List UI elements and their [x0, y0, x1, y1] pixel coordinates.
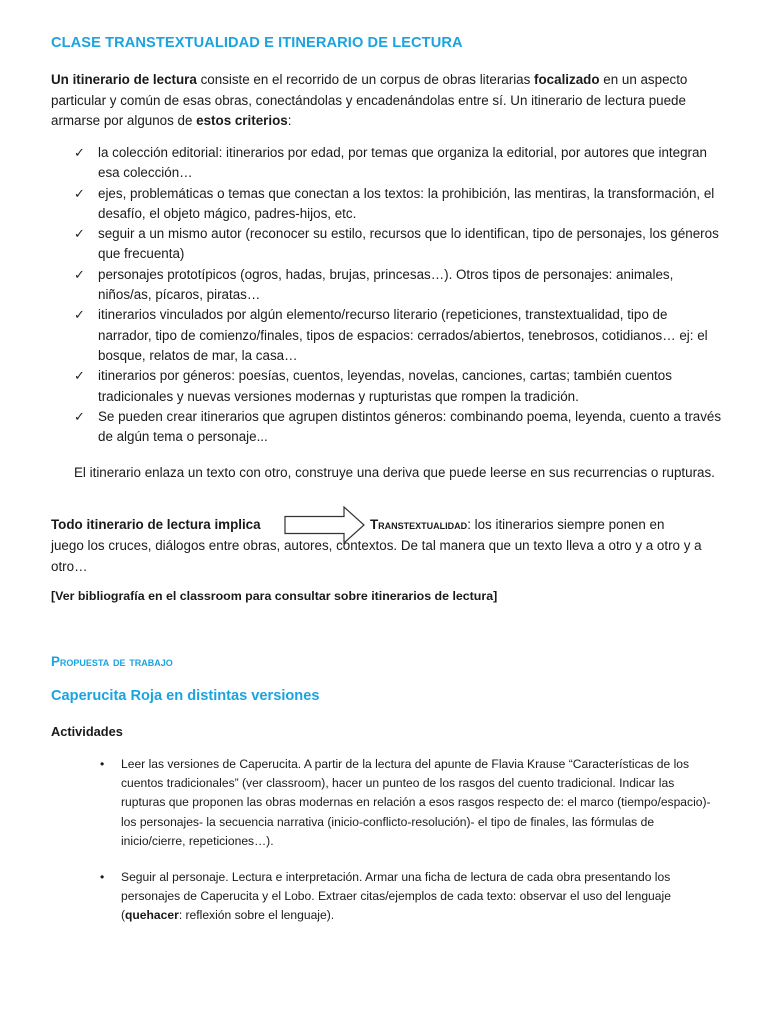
actividades-list-1 [100, 755, 720, 851]
implica-after-term: : los itinerarios siempre ponen en [467, 517, 665, 532]
actividades-heading: Actividades [51, 724, 123, 739]
itinerario-enlaza-paragraph: El itinerario enlaza un texto con otro, construye una deriva que puede leerse en sus recurrencias o rupturas. [74, 465, 715, 480]
intro-text-2: en un aspecto particular y común de esas obras, conectándolas y encadenándolas entre sí. Un itinerario de lectura puede armarse por algunos de [51, 72, 688, 128]
checkmark-icon: ✓ [74, 185, 85, 201]
checkmark-icon: ✓ [74, 266, 85, 282]
document-title: CLASE TRANSTEXTUALIDAD E ITINERARIO DE LECTURA [51, 35, 463, 51]
list-item: ✓ la colección editorial: itinerarios por edad, por temas que organiza la editorial, por autores que integran esa colección… [74, 145, 707, 181]
list-item: ✓ ejes, problemáticas o temas que conectan a los textos: la prohibición, las mentiras, la transformación, el desafío, el objeto mágico, padres-hijos, etc. [74, 185, 715, 221]
list-item: ✓ itinerarios vinculados por algún elemento/recurso literario (repeticiones, transtextualidad, tipo de narrador, tipo de comienzo/finales, tipos de espacios: cerrados/abiertos, tenebrosos, cotidianos… ej: el bosque, relatos de mar, la casa… [74, 307, 708, 363]
right-arrow-icon [284, 506, 366, 544]
checkmark-icon: ✓ [74, 368, 85, 384]
bullet-icon: • [100, 757, 105, 771]
list-item: ✓ Se pueden crear itinerarios que agrupen distintos géneros: combinando poema, leyenda, cuento a través de algún tema o personaje... [74, 408, 722, 445]
transtextualidad-term: Transtextualidad [370, 517, 468, 532]
caperucita-heading: Caperucita Roja en distintas versiones [51, 688, 320, 704]
checkmark-icon: ✓ [74, 408, 85, 424]
bullet-icon: • [100, 870, 105, 884]
propuesta-heading: Propuesta de trabajo [51, 654, 173, 669]
list-item: • Leer las versiones de Caperucita. A partir de la lectura del apunte de Flavia Krause “Características de los cuentos tradicionales” (ver classroom), hacer un punteo de los rasgos del cuento tradicional. Indicar las rupturas que proponen las obras modernas en relación a esos rasgos respecto de: el marco (tiempo/espacio)- los personajes- la secuencia narrativa (inicio-conflicto-resolución)- el tipo de finales, las fórmulas de inicio/cierre, repeticiones…). [100, 757, 711, 848]
intro-term: Un itinerario de lectura [51, 72, 197, 87]
intro-text-1: consiste en el recorrido de un corpus de obras literarias [196, 72, 535, 87]
list-item: ✓ personajes prototípicos (ogros, hadas, brujas, princesas…). Otros tipos de personajes: animales, niños/as, pícaros, piratas… [74, 266, 674, 303]
intro-colon: : [287, 113, 292, 128]
implica-label: Todo itinerario de lectura implica [51, 517, 261, 532]
checkmark-icon: ✓ [74, 226, 85, 242]
list-item: ✓ itinerarios por géneros: poesías, cuentos, leyendas, novelas, canciones, cartas; también cuentos tradicionales y nuevas versiones modernas y rupturistas que rompen la tradición. [74, 368, 672, 404]
list-item: ✓ seguir a un mismo autor (reconocer su estilo, recursos que lo identifican, tipo de personajes, los géneros que frecuenta) [74, 226, 719, 262]
bibliografia-note: [Ver bibliografía en el classroom para consultar sobre itinerarios de lectura] [51, 589, 498, 603]
actividades-list-2 [100, 868, 720, 926]
checkmark-icon: ✓ [74, 145, 85, 160]
criterios-list [74, 143, 724, 447]
checkmark-icon: ✓ [74, 307, 85, 323]
quehacer-term: quehacer [125, 908, 179, 923]
implica-paragraph [51, 514, 731, 577]
implica-continuation: juego los cruces, diálogos entre obras, autores, contextos. De tal manera que un texto lleva a otro y a otro y a otro… [51, 538, 702, 574]
intro-focalizado: focalizado [534, 72, 600, 87]
list-item: • Seguir al personaje. Lectura e interpretación. Armar una ficha de lectura de cada obra presentando los personajes de Caperucita y el Lobo. Extraer citas/ejemplos de cada texto: observar el uso del lenguaje (quehacer: reflexión sobre el lenguaje). [100, 870, 671, 923]
intro-criterios: estos criterios [196, 113, 288, 128]
intro-paragraph [51, 70, 731, 132]
